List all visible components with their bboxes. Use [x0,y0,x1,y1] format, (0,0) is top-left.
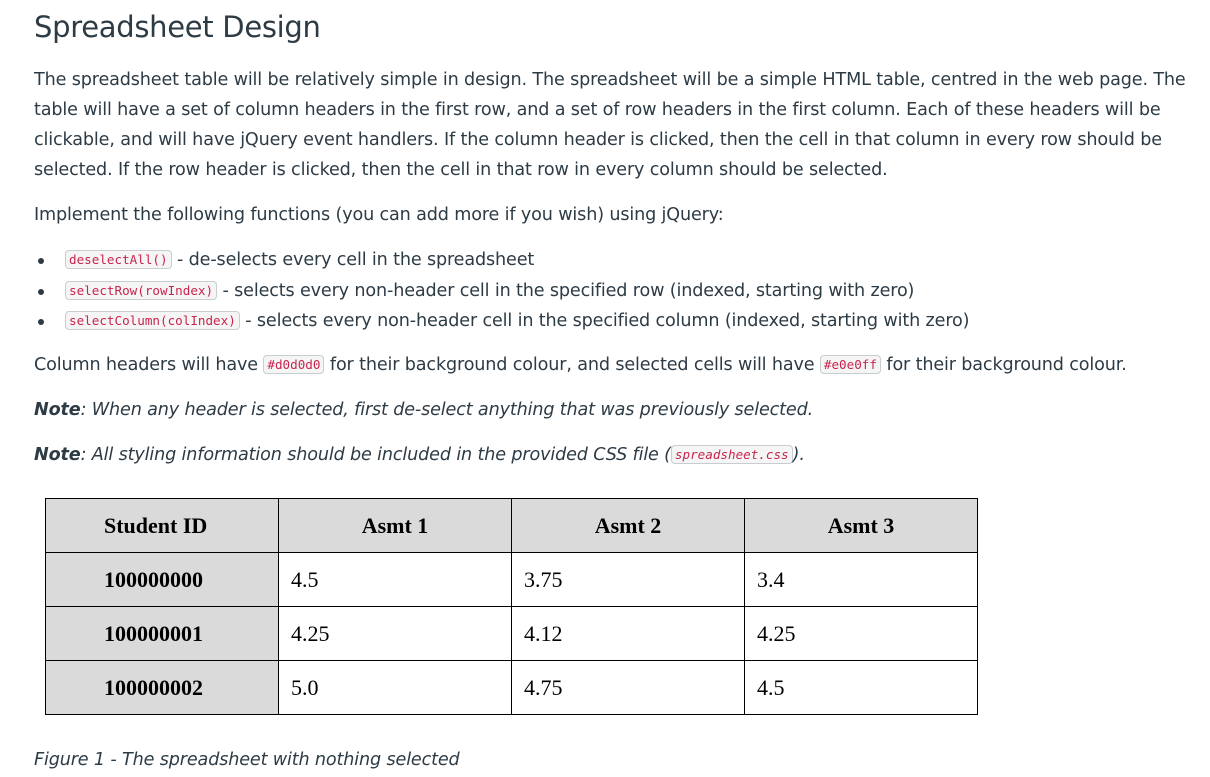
function-code: selectColumn(colIndex) [65,311,240,330]
table-cell: 3.4 [745,553,978,607]
css-file-code: spreadsheet.css [671,445,793,464]
table-cell: 4.75 [512,661,745,715]
row-header[interactable]: 100000002 [46,661,279,715]
table-cell: 4.25 [279,607,512,661]
header-row [46,499,978,553]
colours-text-before: Column headers will have [34,355,264,375]
function-description: - de-selects every cell in the spreadsheet [171,250,535,270]
table-cell: 5.0 [279,661,512,715]
colours-text-middle: for their background colour, and selected cells will have [324,355,820,375]
selected-colour-code: #e0e0ff [820,355,881,374]
note-label: Note [34,445,81,465]
table-cell: 4.5 [745,661,978,715]
header-colour-code: #d0d0d0 [263,355,324,374]
bullet-icon [38,289,44,295]
bullet-icon [38,319,44,325]
figure-caption: Figure 1 - The spreadsheet with nothing selected [34,750,460,770]
row-header[interactable]: 100000001 [46,607,279,661]
function-code: selectRow(rowIndex) [65,281,217,300]
note-text: : When any header is selected, first de-select anything that was previously selected. [80,400,814,420]
bullet-icon [38,258,44,264]
spreadsheet-table [45,498,978,715]
function-code: deselectAll() [65,250,172,269]
function-description: - selects every non-header cell in the specified column (indexed, starting with zero) [239,311,970,331]
table-cell: 4.12 [512,607,745,661]
note-text-before: : All styling information should be included in the provided CSS file ( [80,445,671,465]
row-header[interactable]: 100000000 [46,553,279,607]
list-item [34,276,969,307]
note-text-after: ). [792,445,805,465]
table-cell: 3.75 [512,553,745,607]
note-label: Note [34,400,81,420]
column-header-asmt-2[interactable]: Asmt 2 [512,499,745,553]
column-header-student-id[interactable]: Student ID [46,499,279,553]
table-row [46,607,978,661]
note-header-selection [34,395,1194,425]
list-item [34,245,969,276]
page-title: Spreadsheet Design [34,10,321,44]
table-row [46,661,978,715]
colours-text-after: for their background colour. [880,355,1127,375]
function-list [34,245,969,337]
table-cell: 4.5 [279,553,512,607]
colours-paragraph [34,350,1194,380]
intro-paragraph: The spreadsheet table will be relatively simple in design. The spreadsheet will be a simple HTML table, centred in the web page. The table will have a set of column headers in the first row, and a set of row headers in the first column. Each of these headers will be clickable, and will have jQuery event handlers. If the column header is clicked, then the cell in that column in every row should be selected. If the row header is clicked, then the cell in that row in every column should be selected. [34,70,1186,180]
table-cell: 4.25 [745,607,978,661]
column-header-asmt-3[interactable]: Asmt 3 [745,499,978,553]
table-row [46,553,978,607]
implement-paragraph: Implement the following functions (you can add more if you wish) using jQuery: [34,205,724,225]
list-item [34,306,969,337]
column-header-asmt-1[interactable]: Asmt 1 [279,499,512,553]
function-description: - selects every non-header cell in the specified row (indexed, starting with zero) [217,280,915,301]
note-styling [34,440,1194,470]
